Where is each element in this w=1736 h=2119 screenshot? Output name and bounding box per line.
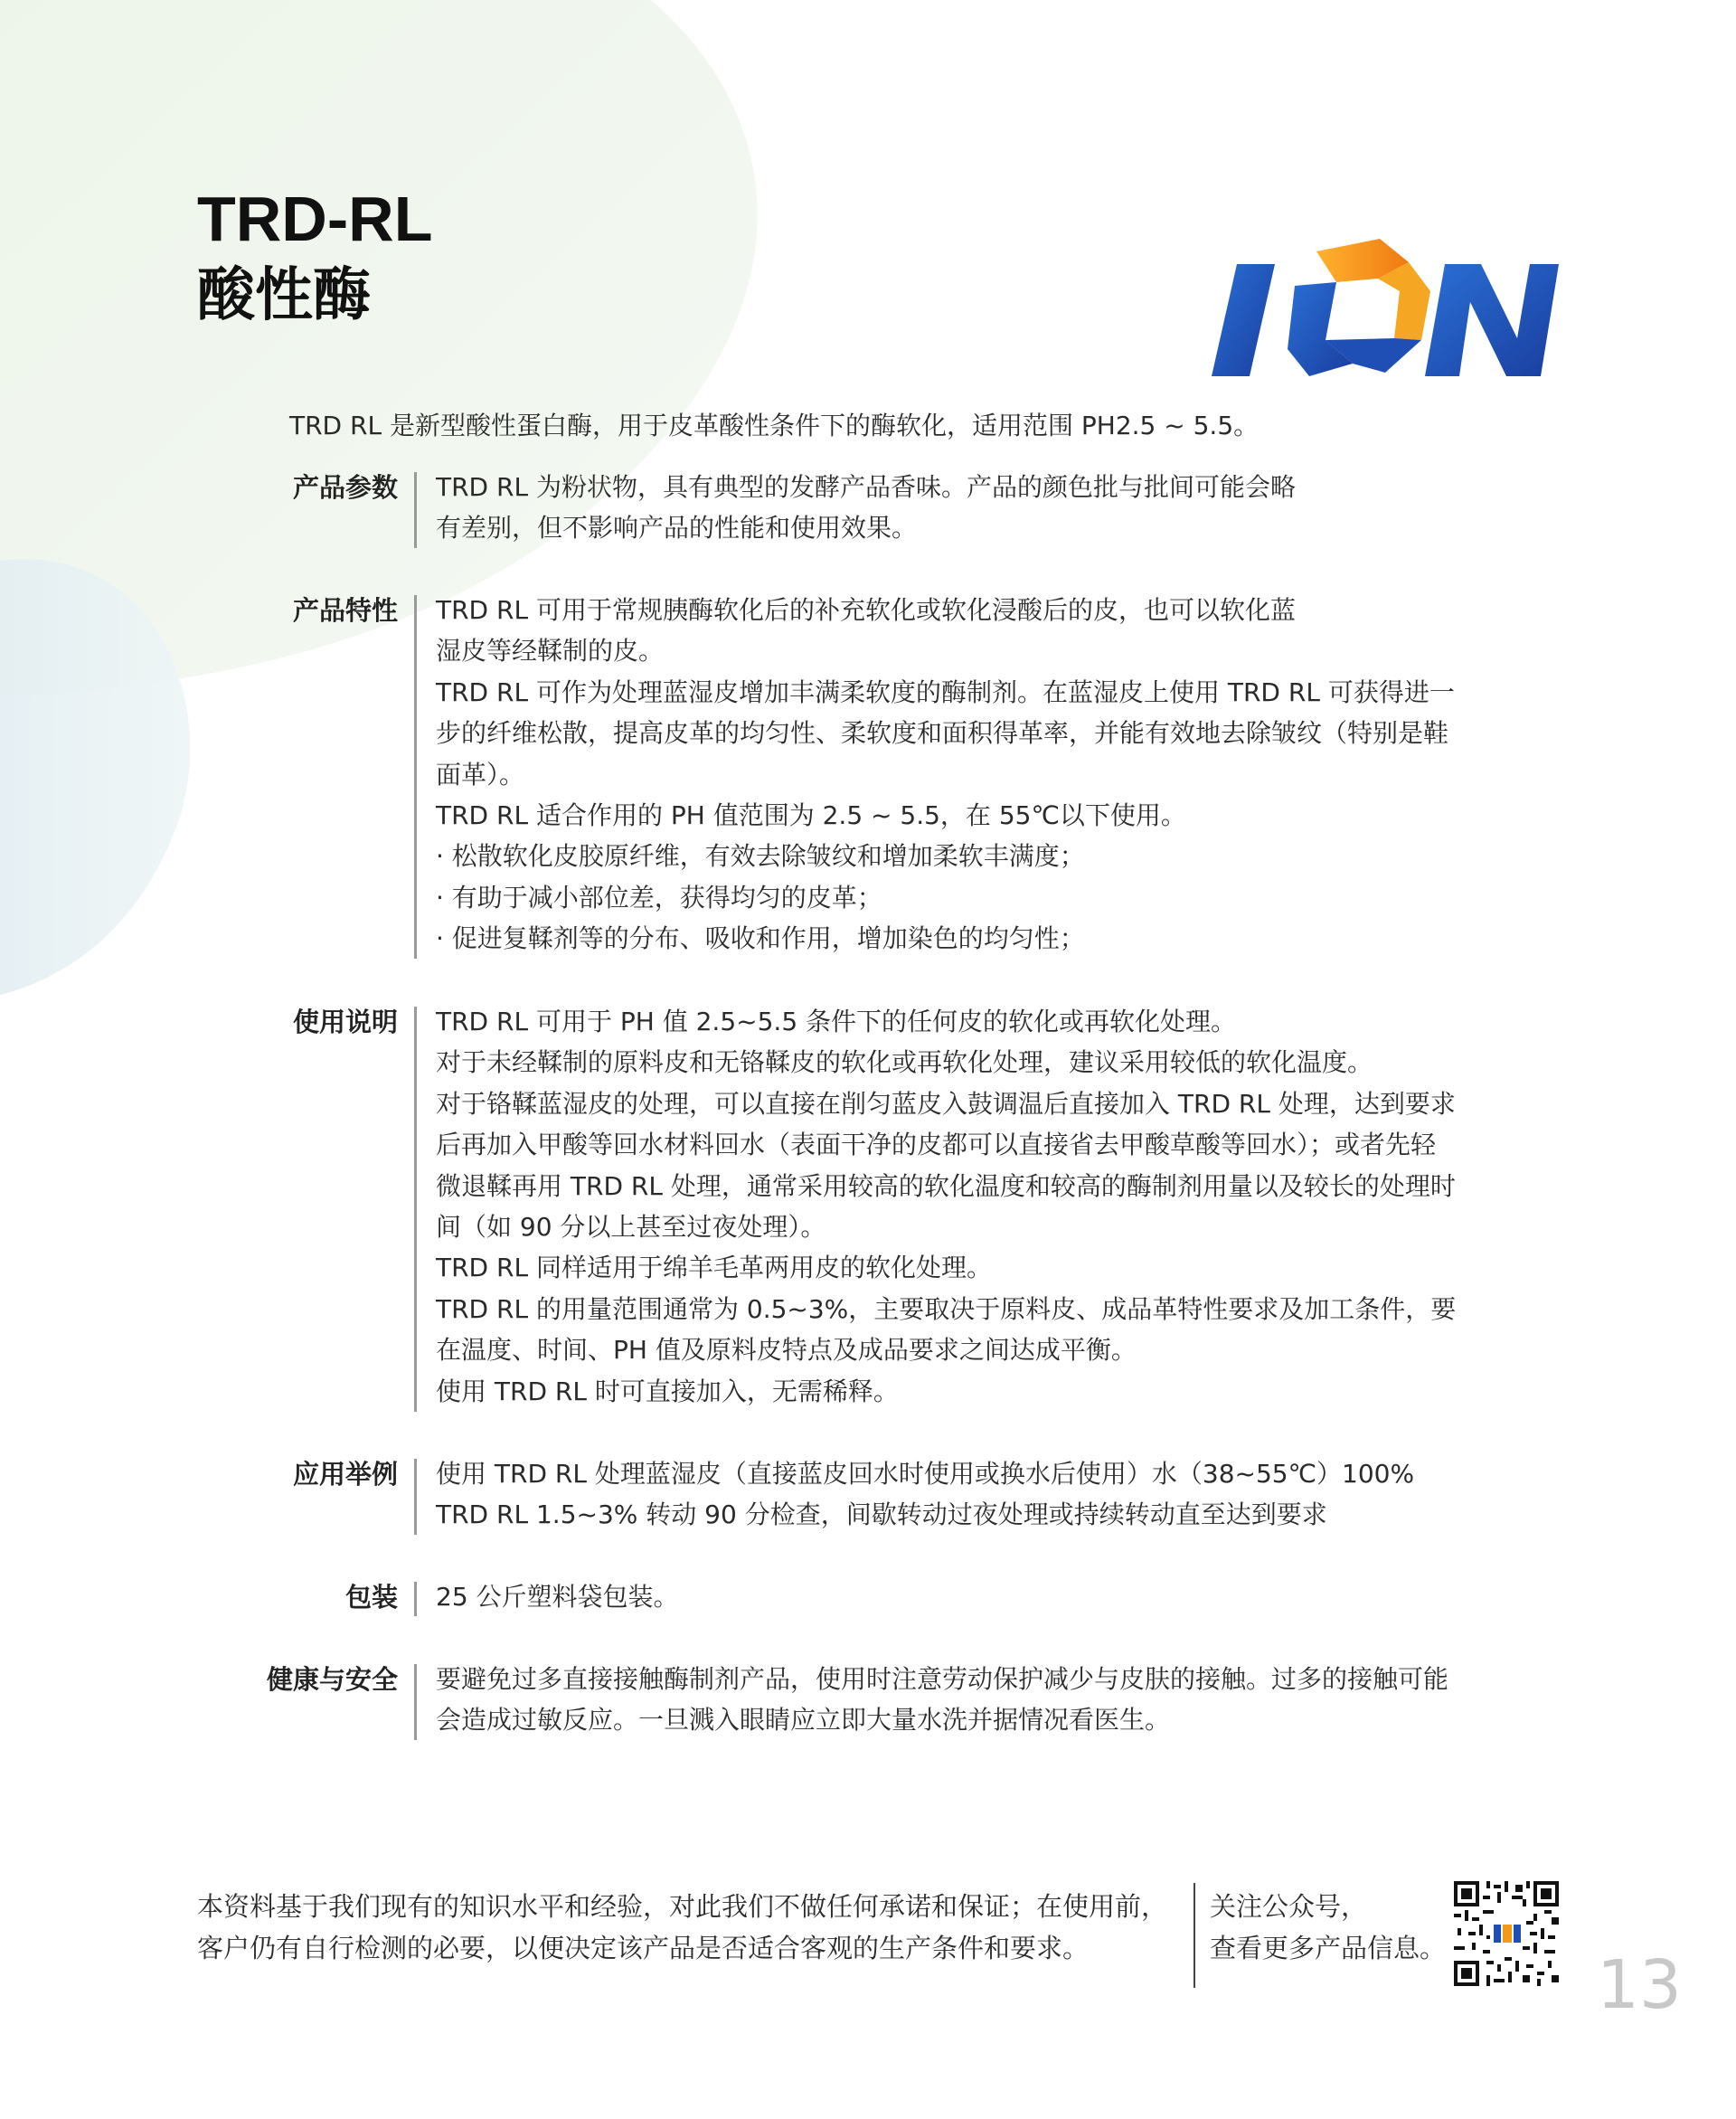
body-line: 湿皮等经鞣制的皮。 [436,636,665,667]
body-line: 有差别，但不影响产品的性能和使用效果。 [436,513,918,544]
disclaimer-line: 客户仍有自行检测的必要，以便决定该产品是否适合客观的生产条件和要求。 [197,1933,1090,1963]
body-line: 面革）。 [436,759,525,790]
section-label: 包装 [344,1582,398,1613]
section-body [436,1659,1561,1741]
body-line: TRD RL 可用于常规胰酶软化后的补充软化或软化浸酸后的皮，也可以软化蓝 [436,595,1296,625]
section-label: 使用说明 [292,1007,398,1037]
body-line: 间（如 90 分以上甚至过夜处理）。 [436,1212,826,1243]
body-line: 使用 TRD RL 时可直接加入，无需稀释。 [436,1376,899,1406]
body-line: 25 公斤塑料袋包装。 [436,1582,679,1612]
section-divider [414,1007,417,1412]
section-body [436,467,1561,549]
product-code: TRD-RL [197,184,433,254]
follow-line: 查看更多产品信息。 [1210,1933,1447,1963]
section-body [436,1453,1561,1536]
page-title [197,181,432,335]
footer-divider [1194,1883,1195,1988]
section-divider [414,472,417,548]
section-body [436,1001,1561,1412]
qr-code-icon [1454,1881,1559,1986]
body-line: 使用 TRD RL 处理蓝湿皮（直接蓝皮回水时使用或换水后使用）水（38~55℃）100% [436,1459,1415,1489]
follow-line: 关注公众号， [1210,1891,1368,1922]
footer-follow-text [1210,1886,1454,1969]
footer-disclaimer [197,1886,1192,1969]
bullet-item: · 松散软化皮胶原纤维，有效去除皱纹和增加柔软丰满度； [436,841,1085,872]
body-line: TRD RL 的用量范围通常为 0.5~3%，主要取决于原料皮、成品革特性要求及加工条件，要 [436,1293,1457,1324]
section-divider [414,595,417,959]
section-divider [414,1459,417,1535]
body-line: 后再加入甲酸等回水材料回水（表面干净的皮都可以直接省去甲酸草酸等回水）；或者先轻 [436,1130,1437,1160]
body-line: 对于未经鞣制的原料皮和无铬鞣皮的软化或再软化处理，建议采用较低的软化温度。 [436,1047,1373,1078]
section-body [436,590,1561,960]
intro-text: TRD RL 是新型酸性蛋白酶，用于皮革酸性条件下的酶软化，适用范围 PH2.5 ~ 5.5。 [289,411,1260,440]
bullet-item: · 有助于减小部位差，获得均匀的皮革； [436,882,882,913]
body-line: 会造成过敏反应。一旦溅入眼睛应立即大量水洗并据情况看医生。 [436,1705,1171,1736]
body-line: TRD RL 为粉状物，具有典型的发酵产品香味。产品的颜色批与批间可能会略 [436,472,1296,502]
section-label: 产品参数 [292,472,398,503]
section-divider [414,1664,417,1740]
body-line: 在温度、时间、PH 值及原料皮特点及成品要求之间达成平衡。 [436,1335,1137,1366]
body-line: 对于铬鞣蓝湿皮的处理，可以直接在削匀蓝皮入鼓调温后直接加入 TRD RL 处理，达到要求 [436,1088,1456,1119]
body-line: 要避免过多直接接触酶制剂产品，使用时注意劳动保护减少与皮肤的接触。过多的接触可能 [436,1664,1449,1694]
ion-logo-icon [1208,232,1559,382]
body-line: 微退鞣再用 TRD RL 处理，通常采用较高的软化温度和较高的酶制剂用量以及较长的处理时 [436,1170,1456,1201]
section-body [436,1576,1561,1617]
section-label: 应用举例 [292,1459,398,1490]
body-line: TRD RL 可用于 PH 值 2.5~5.5 条件下的任何皮的软化或再软化处理。 [436,1007,1237,1036]
section-label: 产品特性 [292,595,398,626]
disclaimer-line: 本资料基于我们现有的知识水平和经验，对此我们不做任何承诺和保证；在使用前， [197,1891,1168,1922]
body-line: 步的纤维松散，提高皮革的均匀性、柔软度和面积得革率，并能有效地去除皱纹（特别是鞋 [436,718,1449,749]
body-line: TRD RL 可作为处理蓝湿皮增加丰满柔软度的酶制剂。在蓝湿皮上使用 TRD RL 可获得进一 [436,676,1455,707]
body-line: TRD RL 同样适用于绵羊毛革两用皮的软化处理。 [436,1253,992,1283]
bullet-item: · 促进复鞣剂等的分布、吸收和作用，增加染色的均匀性； [436,923,1085,954]
section-divider [414,1582,417,1616]
page-number: 13 [1596,1946,1682,2024]
product-name: 酸性酶 [197,262,371,329]
body-line: TRD RL 1.5~3% 转动 90 分检查，间歇转动过夜处理或持续转动直至达到要求 [436,1499,1327,1530]
section-label: 健康与安全 [266,1664,398,1695]
body-line: TRD RL 适合作用的 PH 值范围为 2.5 ~ 5.5，在 55℃以下使用。 [436,800,1186,831]
